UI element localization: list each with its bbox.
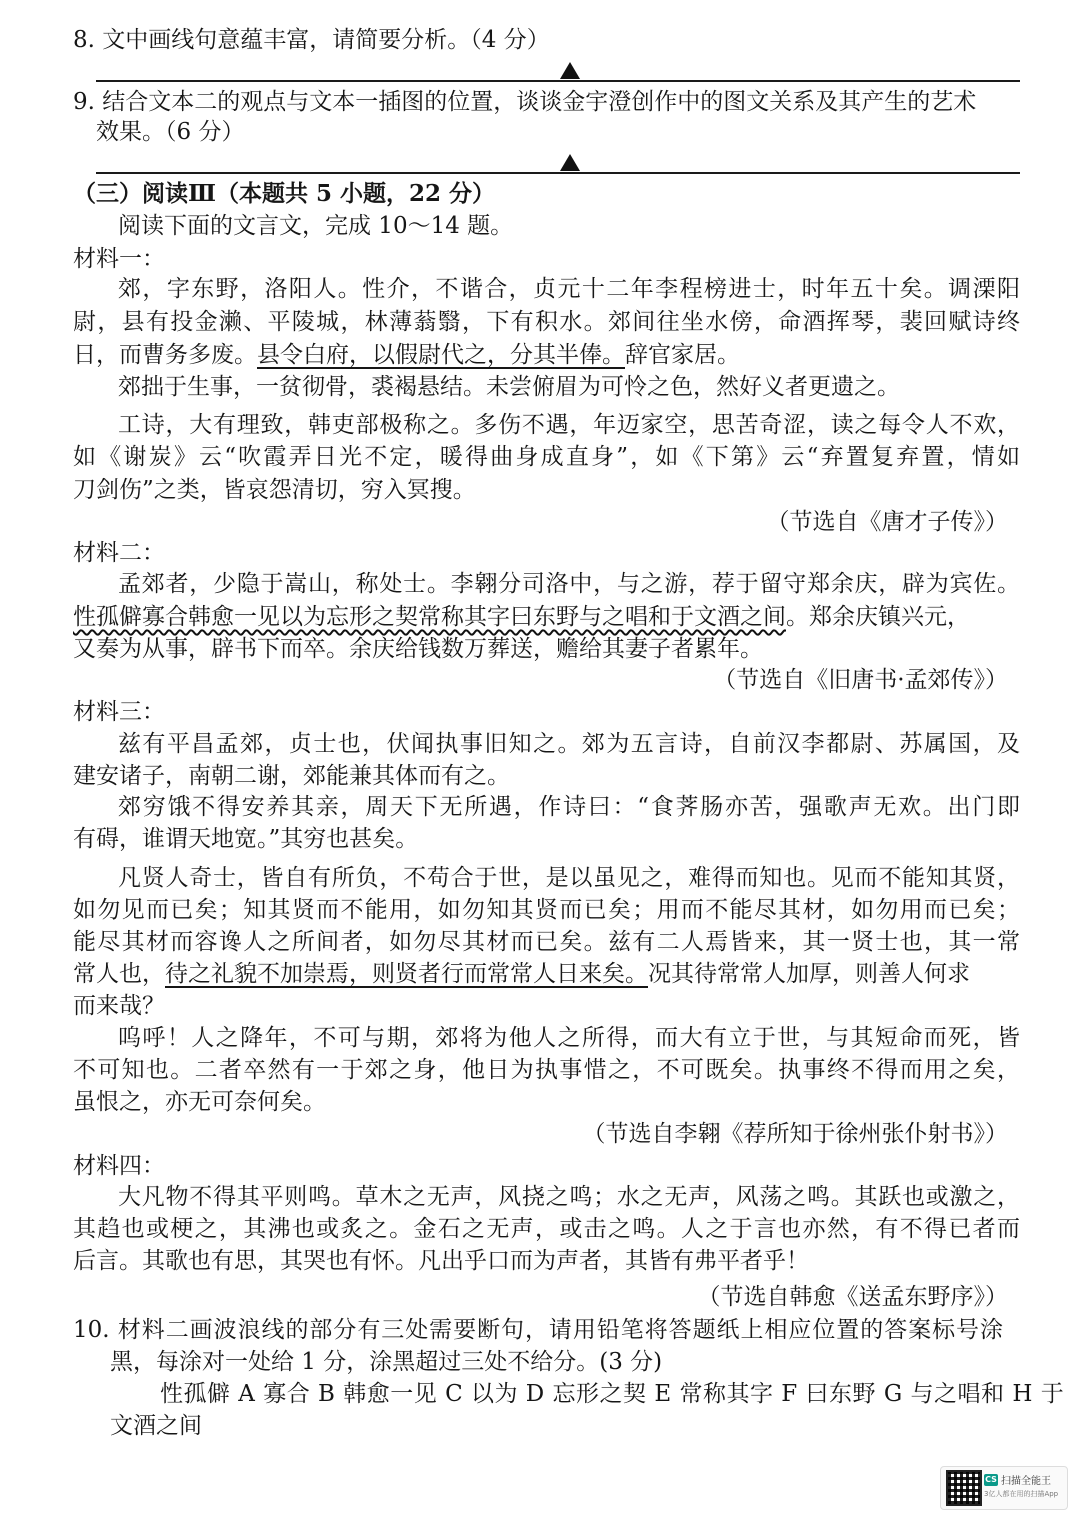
question-9-line-2: 效果。（6 分） bbox=[96, 119, 245, 145]
material-1-text: 日，而曹务多废。 bbox=[73, 342, 257, 368]
material-2-line bbox=[73, 601, 970, 633]
material-1-label: 材料一： bbox=[73, 246, 165, 272]
material-3-line: 虽恨之，亦无可奈何矣。 bbox=[73, 1089, 326, 1115]
underlined-sentence: 待之礼貌不加崇焉，则贤者行而常常人日来矣。 bbox=[165, 961, 648, 987]
material-2-label: 材料二： bbox=[73, 540, 165, 566]
material-3-line: 郊穷饿不得安养其亲，周天下无所遇，作诗曰：“食荠肠亦苦，强歌声无欢。出门即 bbox=[118, 794, 1020, 820]
answer-line bbox=[96, 172, 1020, 174]
question-10-options-cont: 文酒之间 bbox=[110, 1413, 202, 1439]
material-4-source: （节选自韩愈《送孟东野序》） bbox=[697, 1284, 1008, 1310]
wavy-underlined-passage: 性孤僻寡合韩愈一见以为忘形之契常称其字曰东野与之唱和于文酒之间 bbox=[73, 604, 786, 630]
material-1-line: 尉，县有投金濑、平陵城，林薄蓊翳，下有积水。郊间往坐水傍，命酒挥琴，裴回赋诗终 bbox=[73, 309, 1020, 335]
question-10-line: 黑，每涂对一处给 1 分，涂黑超过三处不给分。(3 分) bbox=[110, 1349, 663, 1375]
material-3-line: 不可知也。二者卒然有一于郊之身，他日为执事惜之，不可既矣。执事终不得而用之矣， bbox=[73, 1057, 1020, 1083]
material-2-text: 。郑余庆镇兴元， bbox=[786, 604, 970, 630]
watermark-tagline: 3亿人都在用的扫描App bbox=[984, 1490, 1059, 1498]
question-8: 8. 文中画线句意蕴丰富，请简要分析。（4 分） bbox=[73, 27, 550, 53]
material-3-label: 材料三： bbox=[73, 699, 165, 725]
material-3-line: 而来哉？ bbox=[73, 993, 165, 1019]
material-3-line: 凡贤人奇士，皆自有所负，不苟合于世，是以虽见之，难得而知也。见而不能知其贤， bbox=[118, 865, 1020, 891]
underlined-sentence: 县令白府，以假尉代之，分其半俸。 bbox=[257, 342, 625, 368]
material-3-line: 如勿见而已矣；知其贤而不能用，如勿知其贤而已矣；用而不能尽其材，如勿用而已矣； bbox=[73, 897, 1020, 923]
material-4-label: 材料四： bbox=[73, 1153, 165, 1179]
material-1-line: 刀剑伤”之类，皆哀怨清切，穷入冥搜。 bbox=[73, 477, 476, 503]
answer-line bbox=[96, 80, 1020, 82]
answer-marker-icon bbox=[560, 154, 580, 171]
answer-marker-icon bbox=[560, 62, 580, 79]
material-3-line: 能尽其材而容谗人之所间者，如勿尽其材而已矣。兹有二人焉皆来，其一贤士也，其一常 bbox=[73, 929, 1020, 955]
material-1-line: 郊拙于生事，一贫彻骨，裘褐悬结。未尝俯眉为可怜之色，然好义者更遗之。 bbox=[118, 374, 900, 400]
material-4-line: 其趋也或梗之，其沸也或炙之。金石之无声，或击之鸣。人之于言也亦然，有不得已者而 bbox=[73, 1216, 1020, 1242]
material-3-line: 有碍，谁谓天地宽。”其穷也甚矣。 bbox=[73, 826, 419, 852]
material-3-text: 况其待常常人加厚，则善人何求 bbox=[648, 961, 970, 987]
material-3-text: 常人也， bbox=[73, 961, 165, 987]
section-title: （三）阅读Ⅲ（本题共 5 小题，22 分） bbox=[73, 180, 496, 207]
material-3-line: 兹有平昌孟郊，贞士也，伏闻执事旧知之。郊为五言诗，自前汉李都尉、苏属国，及 bbox=[118, 731, 1020, 757]
question-9-line-1: 9. 结合文本二的观点与文本一插图的位置，谈谈金宇澄创作中的图文关系及其产生的艺术 bbox=[73, 89, 977, 115]
material-2-line: 又奏为从事，辟书下而卒。余庆给钱数万葬送，赡给其妻子者累年。 bbox=[73, 636, 763, 662]
camscanner-logo-icon: CS bbox=[985, 1475, 997, 1484]
material-1-line: 如《谢炭》云“吹霞弄日光不定，暖得曲身成直身”，如《下第》云“弃置复弃置，情如 bbox=[73, 444, 1020, 470]
qr-code-icon bbox=[946, 1470, 982, 1506]
question-10-line: 10. 材料二画波浪线的部分有三处需要断句，请用铅笔将答题纸上相应位置的答案标号涂 bbox=[73, 1317, 1003, 1343]
material-3-line: 呜呼！人之降年，不可与期，郊将为他人之所得，而大有立于世，与其短命而死，皆 bbox=[118, 1025, 1020, 1051]
material-4-line: 后言。其歌也有思，其哭也有怀。凡出乎口而为声者，其皆有弗平者乎！ bbox=[73, 1248, 809, 1274]
material-1-line: 工诗，大有理致，韩吏部极称之。多伤不遇，年迈家空，思苦奇涩，读之每令人不欢， bbox=[118, 412, 1020, 438]
material-4-line: 大凡物不得其平则鸣。草木之无声，风挠之鸣；水之无声，风荡之鸣。其跃也或激之， bbox=[118, 1184, 1020, 1210]
material-1-line: 郊，字东野，洛阳人。性介，不谐合，贞元十二年李程榜进士，时年五十矣。调溧阳 bbox=[118, 276, 1020, 302]
material-2-source: （节选自《旧唐书·孟郊传》） bbox=[713, 667, 1008, 693]
question-10-options: 性孤僻 A 寡合 B 韩愈一见 C 以为 D 忘形之契 E 常称其字 F 曰东野 G 与之唱和 H 于 bbox=[160, 1381, 1065, 1407]
material-1-line bbox=[73, 339, 740, 371]
material-1-source: （节选自《唐才子传》） bbox=[766, 509, 1008, 535]
section-instruction: 阅读下面的文言文，完成 10～14 题。 bbox=[118, 213, 514, 239]
watermark-app-name: 扫描全能王 bbox=[1001, 1476, 1051, 1487]
material-2-line: 孟郊者，少隐于嵩山，称处士。李翱分司洛中，与之游，荐于留守郑余庆，辟为宾佐。 bbox=[118, 571, 1020, 597]
material-3-source: （节选自李翱《荐所知于徐州张仆射书》） bbox=[582, 1121, 1008, 1147]
material-3-line bbox=[73, 958, 970, 990]
material-1-text: 辞官家居。 bbox=[625, 342, 740, 368]
material-3-line: 建安诸子，南朝二谢，郊能兼其体而有之。 bbox=[73, 763, 510, 789]
